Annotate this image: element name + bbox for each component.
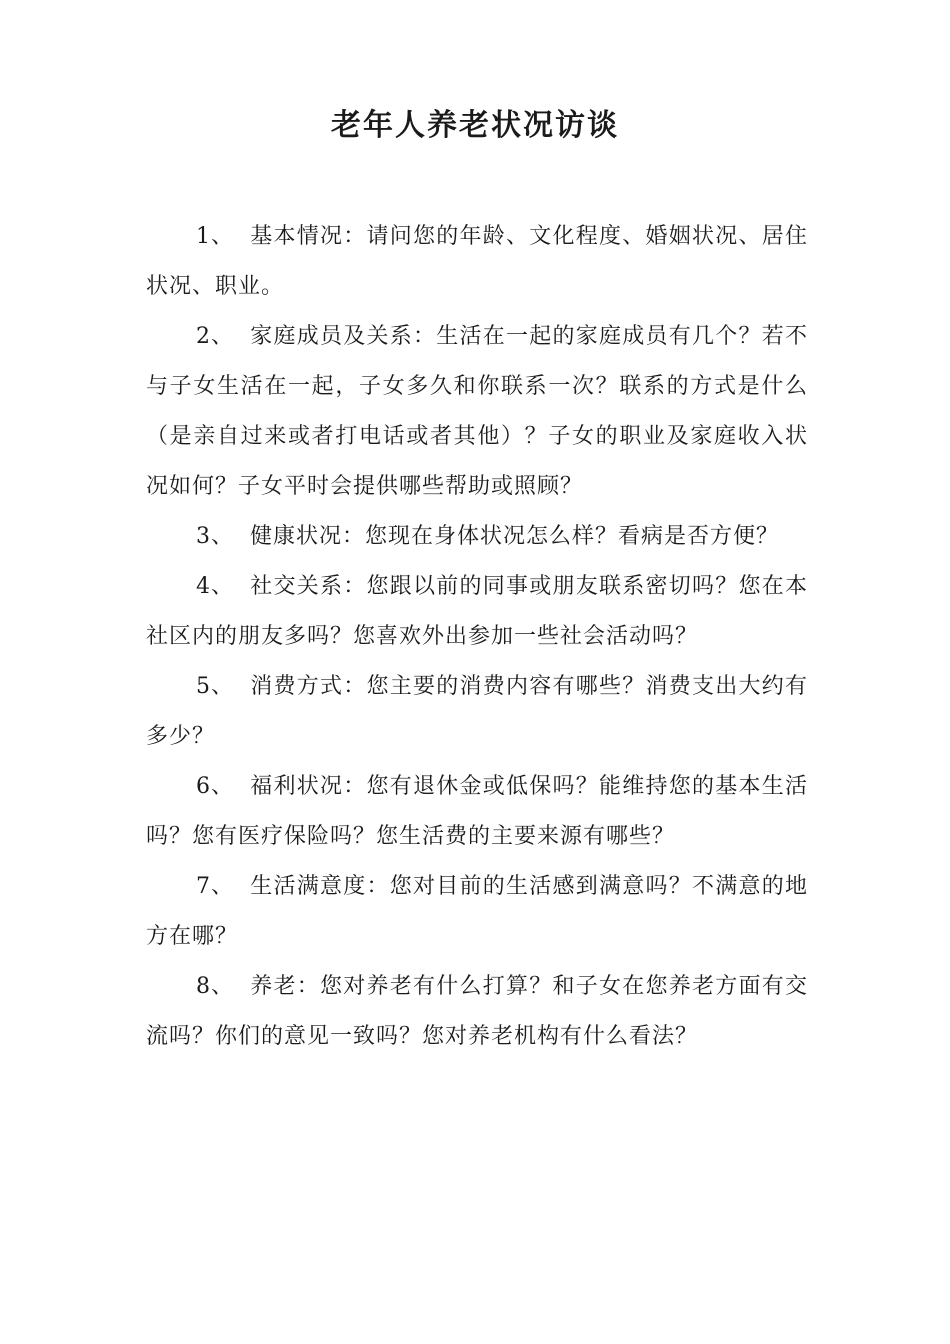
question-item-1 bbox=[146, 212, 808, 312]
question-item-7 bbox=[146, 862, 808, 962]
question-number: 5、 bbox=[196, 674, 234, 699]
question-item-5 bbox=[146, 662, 808, 762]
question-number: 1、 bbox=[196, 224, 234, 249]
question-text: 消费方式：您主要的消费内容有哪些？消费支出大约有多少？ bbox=[146, 674, 808, 749]
question-item-2 bbox=[146, 312, 808, 512]
document-title: 老年人养老状况访谈 bbox=[331, 108, 619, 143]
question-number: 2、 bbox=[196, 324, 234, 349]
question-item-3 bbox=[146, 512, 808, 562]
question-text: 福利状况：您有退休金或低保吗？能维持您的基本生活吗？您有医疗保险吗？您生活费的主要来源有哪些？ bbox=[146, 774, 808, 849]
question-item-4 bbox=[146, 562, 808, 662]
question-number: 6、 bbox=[196, 774, 234, 799]
question-list bbox=[146, 212, 808, 1062]
question-number: 3、 bbox=[196, 524, 234, 549]
question-item-6 bbox=[146, 762, 808, 862]
question-number: 4、 bbox=[196, 574, 234, 599]
question-text: 基本情况：请问您的年龄、文化程度、婚姻状况、居住状况、职业。 bbox=[146, 224, 808, 299]
question-text: 生活满意度：您对目前的生活感到满意吗？不满意的地方在哪？ bbox=[146, 874, 808, 949]
question-number: 8、 bbox=[196, 974, 234, 999]
question-item-8 bbox=[146, 962, 808, 1062]
question-text: 养老：您对养老有什么打算？和子女在您养老方面有交流吗？你们的意见一致吗？您对养老机构有什么看法？ bbox=[146, 974, 808, 1049]
question-text: 社交关系：您跟以前的同事或朋友联系密切吗？您在本社区内的朋友多吗？您喜欢外出参加一些社会活动吗？ bbox=[146, 574, 808, 649]
question-text: 健康状况：您现在身体状况怎么样？看病是否方便？ bbox=[250, 524, 780, 549]
question-text: 家庭成员及关系：生活在一起的家庭成员有几个？若不与子女生活在一起，子女多久和你联系一次？联系的方式是什么（是亲自过来或者打电话或者其他）？子女的职业及家庭收入状况如何？子女平时会提供哪些帮助或照顾？ bbox=[146, 324, 808, 499]
question-number: 7、 bbox=[196, 874, 234, 899]
